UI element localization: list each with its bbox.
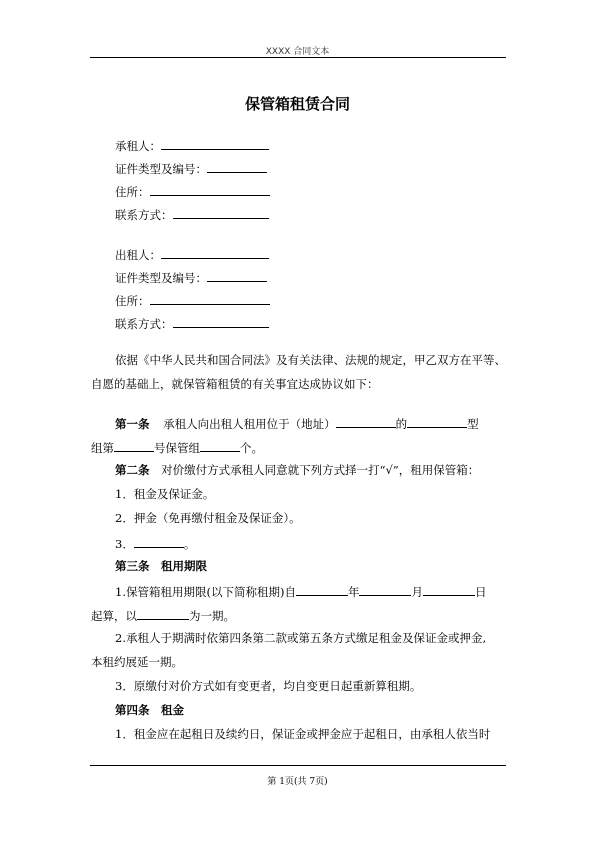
article-1-text-f: 个。 — [240, 441, 263, 455]
article-3-clause-2-line-1: 2.承租人于期满时依第四条第二款或第五条方式缴足租金及保证金或押金, — [115, 631, 487, 645]
article-3-year-field[interactable] — [296, 583, 348, 596]
lessor-id-label: 证件类型及编号： — [115, 271, 207, 285]
article-3-day-field[interactable] — [423, 583, 475, 596]
article-2-item-3-field[interactable] — [134, 535, 184, 548]
article-2-item-3-suffix: 。 — [183, 537, 196, 551]
article-2-heading: 第二条 — [115, 463, 150, 477]
article-3-clause-1-line-1 — [115, 583, 486, 599]
article-3-c1-e: 起算，以 — [91, 609, 137, 623]
lessor-id-row — [115, 269, 267, 285]
article-3-clause-1-line-2 — [91, 607, 235, 623]
article-3-heading: 第三条 租用期限 — [115, 559, 207, 573]
article-3-c1-f: 为一期。 — [189, 609, 235, 623]
lessee-address-label: 住所： — [115, 185, 150, 199]
article-3-clause-2-line-2: 本租约展延一期。 — [91, 655, 183, 669]
lessee-id-row — [115, 160, 267, 176]
document-title: 保管箱租赁合同 — [244, 95, 350, 113]
lessee-name-row — [115, 137, 269, 153]
article-1-text-e: 号保管组 — [154, 441, 200, 455]
article-4-heading: 第四条 租金 — [115, 703, 184, 717]
lessee-contact-row — [115, 206, 269, 222]
article-3-clause-3: 3．原缴付对价方式如有变更者，均自变更日起重新算租期。 — [115, 679, 422, 693]
article-4-clause-1: 1．租金应在起租日及续约日，保证金或押金应于起租日，由承租人依当时 — [115, 727, 491, 741]
article-2-text: 对价缴付方式承租人同意就下列方式择一打“√”，租用保管箱： — [161, 463, 480, 477]
article-1-count-field[interactable] — [200, 439, 240, 452]
article-3-c1-c: 月 — [411, 585, 423, 599]
lessee-contact-label: 联系方式： — [115, 208, 173, 222]
article-1-line-1 — [115, 415, 479, 431]
lessor-contact-field[interactable] — [173, 315, 269, 328]
article-3-period-field[interactable] — [137, 607, 189, 620]
lessor-name-row — [115, 246, 269, 262]
page-header: XXXX 合同文本 — [265, 47, 330, 57]
header-rule — [90, 57, 506, 58]
lessee-id-field[interactable] — [207, 160, 267, 173]
lessee-address-row — [115, 183, 270, 199]
lessor-address-row — [115, 292, 270, 308]
lessee-address-field[interactable] — [150, 183, 270, 196]
lessee-id-label: 证件类型及编号： — [115, 162, 207, 176]
lessee-contact-field[interactable] — [173, 206, 269, 219]
article-2-item-1: 1．租金及保证金。 — [115, 487, 215, 501]
lessee-name-field[interactable] — [161, 137, 269, 150]
lessor-name-label: 出租人： — [115, 248, 161, 262]
article-3-month-field[interactable] — [359, 583, 411, 596]
article-1-line-2 — [91, 439, 263, 455]
article-3-c1-a: 1.保管箱租用期限(以下简称租期)自 — [115, 585, 296, 599]
article-2-item-3 — [115, 535, 195, 551]
lessor-contact-label: 联系方式： — [115, 317, 173, 331]
lessor-address-field[interactable] — [150, 292, 270, 305]
lessor-id-field[interactable] — [207, 269, 267, 282]
article-1-text-b: 的 — [395, 417, 408, 431]
article-2-item-3-prefix: 3． — [115, 537, 134, 551]
lessor-name-field[interactable] — [161, 246, 269, 259]
article-1-model-field[interactable] — [407, 415, 467, 428]
lessor-address-label: 住所： — [115, 294, 150, 308]
article-3-c1-b: 年 — [347, 585, 360, 599]
article-1-address-field[interactable] — [336, 415, 396, 428]
article-1-text-d: 组第 — [91, 441, 114, 455]
article-2-line — [115, 463, 479, 477]
lessee-name-label: 承租人： — [115, 139, 161, 153]
lessor-contact-row — [115, 315, 269, 331]
footer-rule — [90, 765, 506, 766]
preamble-line-1: 依据《中华人民共和国合同法》及有关法律、法规的规定，甲乙双方在平等、 — [115, 353, 506, 367]
article-1-group-field[interactable] — [114, 439, 154, 452]
article-2-item-2: 2．押金（免再缴付租金及保证金）。 — [115, 511, 301, 525]
article-1-text-a: 承租人向出租人租用位于（地址） — [163, 417, 336, 431]
preamble-line-2: 自愿的基础上，就保管箱租赁的有关事宜达成协议如下： — [91, 377, 379, 391]
article-1-text-c: 型 — [467, 417, 479, 431]
page-footer: 第 1页(共 7页) — [267, 777, 328, 787]
article-1-heading: 第一条 — [115, 417, 150, 431]
article-3-c1-d: 日 — [474, 585, 487, 599]
